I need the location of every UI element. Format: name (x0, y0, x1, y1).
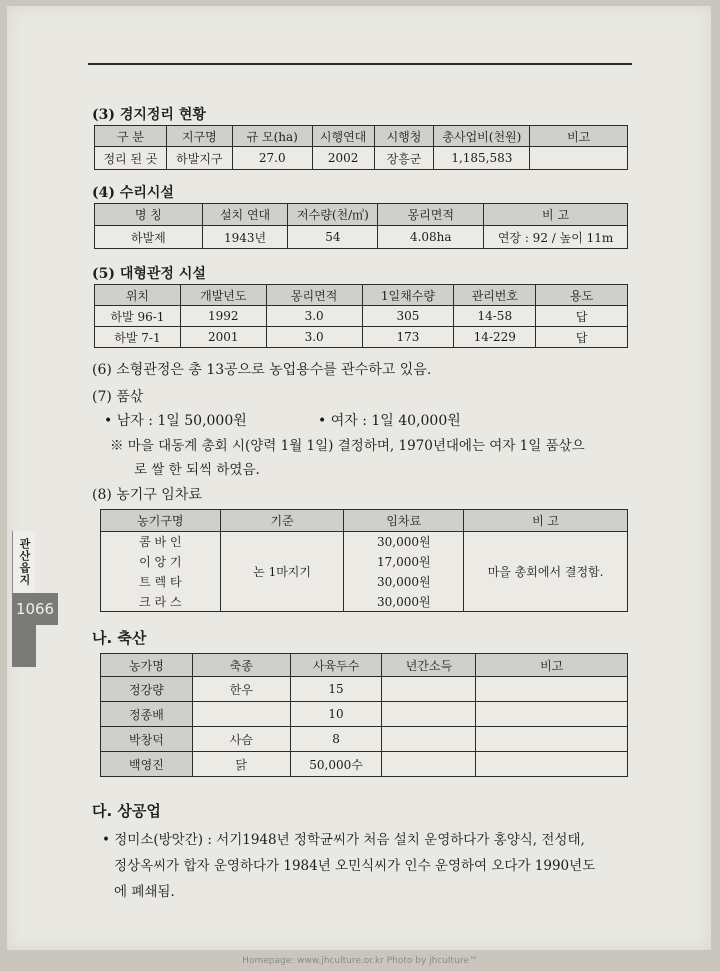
table-cell: 이 앙 기 (101, 552, 221, 572)
table-cell: 하발 7-1 (95, 327, 181, 348)
table-cell: 8 (290, 727, 382, 752)
table-header-row (101, 510, 628, 532)
header-cell: 관리번호 (454, 285, 536, 306)
table-row (95, 327, 628, 348)
farm-name-cell: 정종배 (101, 702, 193, 727)
table-cell: 14-229 (454, 327, 536, 348)
table-cell (382, 727, 476, 752)
header-cell: 축종 (192, 654, 290, 677)
section4-title: (4) 수리시설 (92, 185, 174, 201)
table-cell: 17,000원 (344, 552, 464, 572)
table-cell: 27.0 (232, 147, 312, 170)
table-cell: 정리 된 곳 (95, 147, 167, 170)
table-cell: 30,000원 (344, 572, 464, 592)
header-cell: 비 고 (484, 204, 628, 226)
table-row (95, 226, 628, 249)
table-cell: 14-58 (454, 306, 536, 327)
table-cell: 장흥군 (374, 147, 434, 170)
table-row (101, 532, 628, 552)
table-cell: 콤 바 인 (101, 532, 221, 552)
table-cell: 트 렉 타 (101, 572, 221, 592)
table-cell (476, 752, 628, 777)
table-row (95, 306, 628, 327)
table-header-row (95, 126, 628, 147)
header-rule (88, 63, 632, 65)
header-cell: 시행청 (374, 126, 434, 147)
header-cell: 저수량(천/㎥) (288, 204, 378, 226)
equipment-rental-table (100, 509, 628, 612)
wage-note-line1: ※ 마을 대동계 총회 시(양력 1월 1일) 결정하며, 1970년대에는 여자 1일 품삯으 (110, 438, 585, 454)
table-cell (382, 677, 476, 702)
farmland-table (94, 125, 628, 170)
table-cell: 사슴 (192, 727, 290, 752)
commerce-line2: 정상옥씨가 합자 운영하다가 1984년 오민식씨가 인수 운영하여 오다가 1990년도 (114, 858, 596, 874)
well-table (94, 284, 628, 348)
table-cell: 3.0 (266, 327, 362, 348)
section7-title: (7) 품삯 (92, 389, 144, 405)
table-cell: 15 (290, 677, 382, 702)
table-cell (476, 677, 628, 702)
section5-title: (5) 대형관정 시설 (92, 266, 206, 282)
table-cell: 1943년 (202, 226, 288, 249)
table-cell (476, 702, 628, 727)
table-cell: 논 1마지기 (220, 532, 344, 612)
table-cell: 하발지구 (166, 147, 232, 170)
section8-title: (8) 농기구 임차료 (92, 487, 202, 503)
header-cell: 시행연대 (312, 126, 374, 147)
table-row (101, 702, 628, 727)
table-cell: 하발제 (95, 226, 203, 249)
header-cell: 개발년도 (180, 285, 266, 306)
footer-credit: Homepage: www.jhculture.or.kr Photo by jhculture™ (242, 956, 478, 966)
table-cell: 1,185,583 (434, 147, 530, 170)
table-cell: 한우 (192, 677, 290, 702)
table-cell: 173 (362, 327, 454, 348)
table-cell: 2002 (312, 147, 374, 170)
header-cell: 비고 (530, 126, 628, 147)
table-row (101, 752, 628, 777)
header-cell: 기준 (220, 510, 344, 532)
table-header-row (95, 285, 628, 306)
header-cell: 농기구명 (101, 510, 221, 532)
table-cell: 2001 (180, 327, 266, 348)
farm-name-cell: 박창덕 (101, 727, 193, 752)
header-cell: 지구명 (166, 126, 232, 147)
page-number (12, 593, 58, 625)
table-cell (476, 727, 628, 752)
table-cell: 50,000수 (290, 752, 382, 777)
table-cell (382, 752, 476, 777)
header-cell: 1일채수량 (362, 285, 454, 306)
header-cell: 위치 (95, 285, 181, 306)
header-cell: 몽리면적 (378, 204, 484, 226)
header-cell: 비고 (476, 654, 628, 677)
section6-text: (6) 소형관정은 총 13공으로 농업용수를 관수하고 있음. (92, 362, 432, 378)
wage-female: • 여자 : 1일 40,000원 (318, 413, 461, 429)
side-bar-decoration (12, 625, 36, 667)
table-cell: 30,000원 (344, 532, 464, 552)
table-cell: 크 라 스 (101, 592, 221, 612)
header-cell: 비 고 (464, 510, 628, 532)
table-row (101, 677, 628, 702)
livestock-title: 나. 축산 (92, 629, 147, 647)
commerce-line3: 에 폐쇄됨. (114, 884, 175, 900)
header-cell: 설치 연대 (202, 204, 288, 226)
table-cell (530, 147, 628, 170)
table-row (101, 727, 628, 752)
header-cell: 구 분 (95, 126, 167, 147)
table-row (95, 147, 628, 170)
table-cell: 3.0 (266, 306, 362, 327)
header-cell: 규 모(ha) (232, 126, 312, 147)
commerce-title: 다. 상공업 (92, 802, 161, 820)
header-cell: 임차료 (344, 510, 464, 532)
table-cell: 10 (290, 702, 382, 727)
table-cell: 305 (362, 306, 454, 327)
table-cell: 답 (536, 327, 628, 348)
header-cell: 농가명 (101, 654, 193, 677)
table-header-row (101, 654, 628, 677)
table-cell: 닭 (192, 752, 290, 777)
table-cell: 1992 (180, 306, 266, 327)
table-cell (382, 702, 476, 727)
table-cell: 4.08ha (378, 226, 484, 249)
farm-name-cell: 백영진 (101, 752, 193, 777)
table-cell: 답 (536, 306, 628, 327)
table-cell: 마을 총회에서 결정함. (464, 532, 628, 612)
table-cell (192, 702, 290, 727)
page-number-text: 1066 (15, 600, 55, 618)
header-cell: 명 칭 (95, 204, 203, 226)
table-header-row (95, 204, 628, 226)
table-cell: 연장 : 92 / 높이 11m (484, 226, 628, 249)
header-cell: 사육두수 (290, 654, 382, 677)
chapter-label: 관산읍지 (18, 538, 31, 586)
table-cell: 54 (288, 226, 378, 249)
farm-name-cell: 정강량 (101, 677, 193, 702)
wage-note-line2: 로 쌀 한 되씩 하였음. (134, 462, 260, 478)
header-cell: 총사업비(천원) (434, 126, 530, 147)
commerce-line1: • 정미소(방앗간) : 서기1948년 정학균씨가 처음 설치 운영하다가 홍양식, 전성태, (102, 832, 585, 848)
table-cell: 하발 96-1 (95, 306, 181, 327)
chapter-tab (12, 531, 35, 593)
section3-title: (3) 경지정리 현황 (92, 107, 206, 123)
table-cell: 30,000원 (344, 592, 464, 612)
header-cell: 용도 (536, 285, 628, 306)
wage-male: • 남자 : 1일 50,000원 (104, 413, 247, 429)
livestock-table (100, 653, 628, 777)
header-cell: 년간소득 (382, 654, 476, 677)
irrigation-table (94, 203, 628, 249)
header-cell: 몽리면적 (266, 285, 362, 306)
